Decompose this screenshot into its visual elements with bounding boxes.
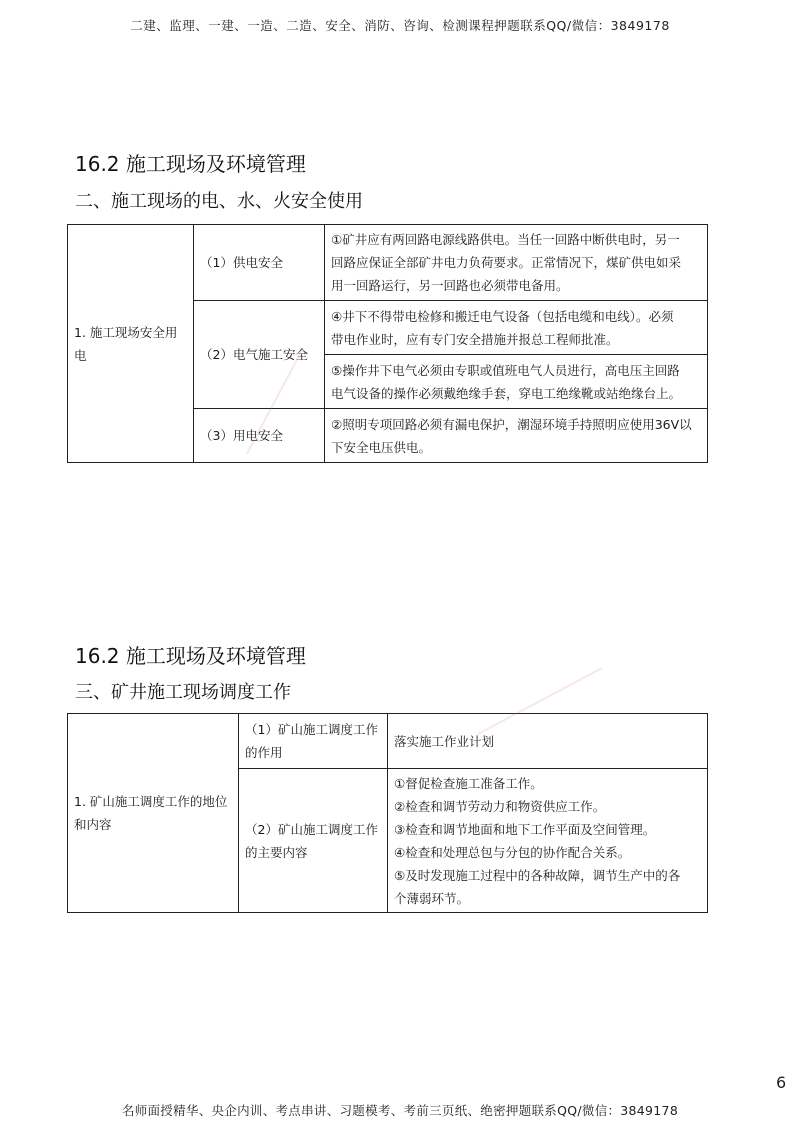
- content-line: 回路应保证全部矿井电力负荷要求。正常情况下，煤矿供电如采: [331, 255, 682, 270]
- dispatch-work-table: [67, 713, 708, 913]
- content-line: ⑤及时发现施工过程中的各种故障，调节生产中的各: [394, 867, 681, 883]
- content-cell: [388, 769, 708, 913]
- electric-safety-table: [67, 224, 708, 463]
- section-title-1: 16.2 施工现场及环境管理: [75, 152, 306, 176]
- content-cell: [325, 225, 708, 301]
- content-cell: [325, 409, 708, 463]
- category-cell: 1. 施工现场安全用电: [68, 225, 194, 463]
- content-line: 下安全电压供电。: [331, 439, 432, 455]
- page-number: 6: [776, 1073, 787, 1092]
- header-note: 二建、监理、一建、一造、二造、安全、消防、咨询、检测课程押题联系QQ/微信：3849178: [130, 18, 670, 33]
- content-line: ①督促检查施工准备工作。: [394, 775, 543, 791]
- content-line: ①矿井应有两回路电源线路供电。当任一回路中断供电时，另一: [331, 232, 680, 247]
- content-line: 落实施工作业计划: [394, 733, 495, 749]
- subcategory-cell: （1）矿山施工调度工作的作用: [239, 714, 388, 769]
- subcategory-cell: （2）电气施工安全: [194, 301, 325, 409]
- table-row: [68, 714, 708, 769]
- content-cell: [325, 355, 708, 409]
- section-subtitle-1: 二、施工现场的电、水、火安全使用: [75, 191, 363, 212]
- content-line: ⑤操作井下电气必须由专职或值班电气人员进行，高电压主回路: [331, 362, 680, 378]
- content-line: ③检查和调节地面和地下工作平面及空间管理。: [394, 821, 656, 837]
- content-line: ④井下不得带电检修和搬迁电气设备（包括电缆和电线）。必须: [331, 308, 674, 324]
- subcategory-cell: （1）供电安全: [194, 225, 325, 301]
- category-cell: 1. 矿山施工调度工作的地位和内容: [68, 714, 239, 913]
- table-row: [68, 225, 708, 301]
- content-line: 个薄弱环节。: [394, 890, 470, 906]
- content-cell: [388, 714, 708, 769]
- content-line: ②检查和调节劳动力和物资供应工作。: [394, 798, 606, 814]
- footer-note: 名师面授精华、央企内训、考点串讲、习题模考、考前三页纸、绝密押题联系QQ/微信：3849178: [121, 1103, 679, 1118]
- content-cell: [325, 301, 708, 355]
- content-line: ④检查和处理总包与分包的协作配合关系。: [394, 844, 631, 860]
- content-line: 电气设备的操作必须戴绝缘手套，穿电工绝缘靴或站绝缘台上。: [331, 385, 682, 401]
- content-line: 带电作业时，应有专门安全措施并报总工程师批准。: [331, 331, 619, 347]
- subcategory-cell: （2）矿山施工调度工作的主要内容: [239, 769, 388, 913]
- section-title-2: 16.2 施工现场及环境管理: [75, 644, 306, 668]
- content-line: 用一回路运行，另一回路也必须带电备用。: [331, 278, 569, 293]
- content-line: ②照明专项回路必须有漏电保护，潮湿环境手持照明应使用36V以: [331, 416, 692, 432]
- section-subtitle-2: 三、矿井施工现场调度工作: [75, 682, 291, 703]
- subcategory-cell: （3）用电安全: [194, 409, 325, 463]
